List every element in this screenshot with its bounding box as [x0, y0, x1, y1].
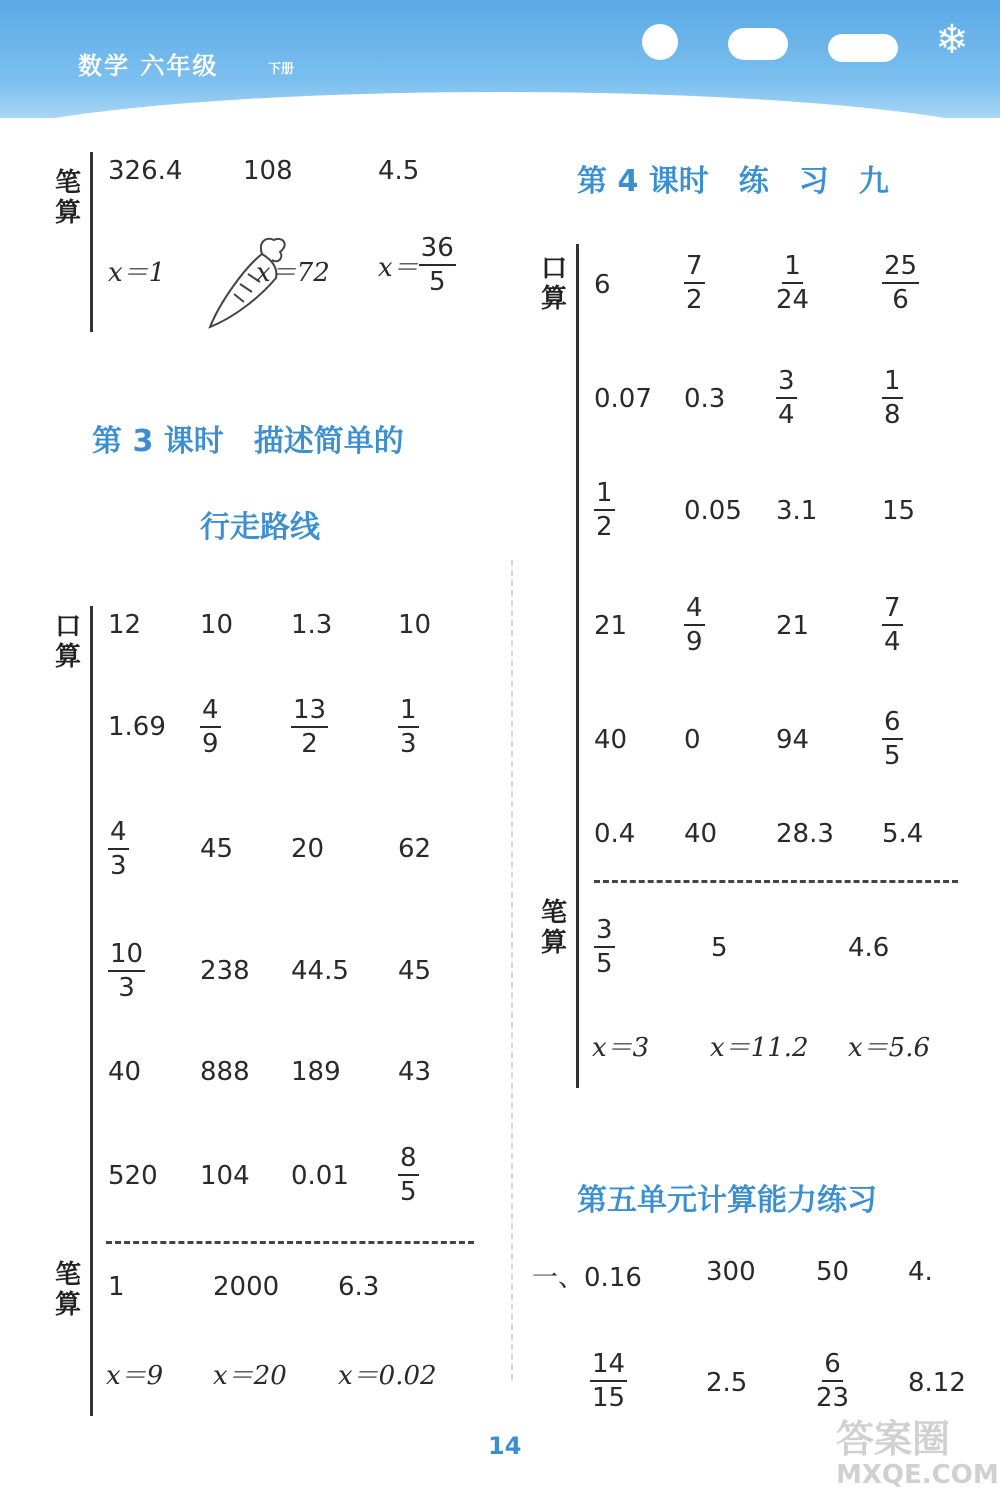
denominator: 2: [301, 729, 318, 759]
answer: 62: [398, 834, 432, 864]
answer: 28.3: [776, 819, 834, 849]
numerator: 10: [108, 938, 145, 972]
answer: 5: [711, 933, 728, 963]
numerator: 1: [398, 694, 419, 728]
answer: 40: [108, 1057, 142, 1087]
numerator: 4: [684, 592, 705, 626]
denominator: 3: [110, 851, 127, 881]
numerator: 1: [882, 365, 903, 399]
written-calc-label: 笔算: [540, 898, 567, 958]
answer: 15: [882, 496, 916, 526]
answer: 94: [776, 725, 810, 755]
numerator: 4: [108, 816, 129, 850]
oral-calc-label: 口算: [54, 612, 81, 672]
fraction: [882, 706, 903, 772]
answer: 50: [816, 1257, 850, 1287]
answer: x＝20: [213, 1361, 287, 1391]
answer: [378, 232, 456, 298]
answer: 108: [243, 156, 293, 186]
answer: 520: [108, 1161, 158, 1191]
answer: 238: [200, 956, 250, 986]
fraction: [108, 938, 145, 1004]
answer: x＝0.02: [338, 1361, 437, 1391]
numerator: 7: [882, 592, 903, 626]
answer: 43: [398, 1057, 432, 1087]
answer-prefix: x＝: [378, 252, 419, 283]
numerator: 13: [291, 694, 328, 728]
answer: 1.3: [291, 610, 333, 640]
answer: 0: [684, 725, 701, 755]
column-rule: [576, 244, 579, 1088]
answer: 6: [594, 270, 611, 300]
sun-icon: [642, 24, 678, 60]
denominator: 6: [892, 285, 909, 315]
denominator: 3: [118, 973, 135, 1003]
denominator: 24: [776, 285, 810, 315]
numerator: 3: [776, 365, 797, 399]
answer: 44.5: [291, 956, 349, 986]
answer: 40: [684, 819, 718, 849]
numerator: 4: [200, 694, 221, 728]
denominator: 8: [884, 400, 901, 430]
fraction: [200, 694, 221, 760]
denominator: 4: [778, 400, 795, 430]
answer: 45: [200, 834, 234, 864]
fraction: [882, 365, 903, 431]
answer: 8.12: [908, 1368, 966, 1398]
denominator: 5: [596, 949, 613, 979]
answer: x＝11.2: [710, 1033, 809, 1063]
answer: 2000: [213, 1272, 280, 1302]
denominator: 2: [686, 285, 703, 315]
answer: 300: [706, 1257, 756, 1287]
answer: 0.4: [594, 819, 636, 849]
answer-value: 0.16: [584, 1263, 642, 1293]
answer: x＝3: [592, 1033, 650, 1063]
answer: 4.5: [378, 156, 420, 186]
numerator: 36: [419, 232, 456, 266]
answer: 189: [291, 1057, 341, 1087]
answer: x＝9: [106, 1361, 164, 1391]
numerator: 3: [594, 914, 615, 948]
fraction: [776, 250, 809, 316]
answer: 10: [200, 610, 234, 640]
oral-calc-label: 口算: [540, 254, 567, 314]
answer: 21: [776, 611, 810, 641]
denominator: 15: [592, 1383, 626, 1413]
book-volume: 下册: [268, 62, 295, 77]
denominator: 5: [428, 267, 446, 297]
answer: 326.4: [108, 156, 183, 186]
fraction: [594, 914, 615, 980]
book-title: 数学 六年级: [78, 52, 219, 80]
fraction: [882, 592, 903, 658]
watermark-logo: 答案圈: [836, 1417, 951, 1461]
numerator: 6: [882, 706, 903, 740]
section-divider: [106, 1241, 474, 1244]
answer: 5.4: [882, 819, 924, 849]
answer: 0.3: [684, 384, 726, 414]
fraction: [684, 592, 705, 658]
lesson3-heading: 第 3 课时 描述简单的: [92, 424, 404, 459]
answer: 3.1: [776, 496, 818, 526]
answer: 104: [200, 1161, 250, 1191]
fraction: [684, 250, 705, 316]
answer: x＝1: [108, 258, 166, 288]
fraction: [398, 694, 419, 760]
answer: 4.: [908, 1257, 933, 1287]
fraction: [816, 1348, 849, 1414]
fraction: [594, 477, 615, 543]
answer: 20: [291, 834, 325, 864]
answer: x＝72: [256, 258, 330, 288]
numerator: 6: [822, 1348, 843, 1382]
written-calc-label: 笔算: [54, 1260, 81, 1320]
question-number: 一、: [532, 1263, 585, 1293]
answer: 1: [108, 1272, 125, 1302]
answer: 0.07: [594, 384, 652, 414]
unit5-heading: 第五单元计算能力练习: [577, 1183, 877, 1218]
numerator: 1: [594, 477, 615, 511]
column-divider: [511, 560, 513, 1380]
answer: 45: [398, 956, 432, 986]
numerator: 25: [882, 250, 919, 284]
fraction: [419, 232, 456, 298]
fraction: [590, 1348, 627, 1414]
answer: 0.05: [684, 496, 742, 526]
page-number: 14: [488, 1432, 522, 1460]
denominator: 9: [686, 627, 703, 657]
denominator: 9: [202, 729, 219, 759]
denominator: 2: [596, 512, 613, 542]
answer: 40: [594, 725, 628, 755]
cloud-icon: [728, 28, 788, 60]
answer: 4.6: [848, 933, 890, 963]
fraction: [776, 365, 797, 431]
answer: [532, 1257, 642, 1294]
fraction: [882, 250, 919, 316]
answer: 10: [398, 610, 432, 640]
answer: 1.69: [108, 712, 166, 742]
section-divider: [594, 880, 958, 883]
lesson4-heading: 第 4 课时 练 习 九: [577, 164, 889, 199]
watermark-url: MXQE.COM: [836, 1460, 999, 1490]
answer: 888: [200, 1057, 250, 1087]
fraction: [108, 816, 129, 882]
lesson3-heading-line2: 行走路线: [200, 510, 320, 545]
denominator: 5: [400, 1177, 417, 1207]
cloud-icon: [828, 34, 898, 62]
denominator: 23: [816, 1383, 850, 1413]
column-rule: [90, 152, 93, 332]
numerator: 1: [782, 250, 803, 284]
numerator: 14: [590, 1348, 627, 1382]
snowflake-icon: ❄: [935, 17, 969, 63]
fraction: [398, 1142, 419, 1208]
answer: 6.3: [338, 1272, 380, 1302]
answer: x＝5.6: [848, 1033, 931, 1063]
denominator: 3: [400, 729, 417, 759]
fraction: [291, 694, 328, 760]
answer: 12: [108, 610, 142, 640]
answer: 21: [594, 611, 628, 641]
answer: 0.01: [291, 1161, 349, 1191]
numerator: 8: [398, 1142, 419, 1176]
numerator: 7: [684, 250, 705, 284]
answer: 2.5: [706, 1368, 748, 1398]
column-rule: [90, 606, 93, 1416]
written-calc-label: 笔算: [54, 168, 81, 228]
denominator: 5: [884, 741, 901, 771]
denominator: 4: [884, 627, 901, 657]
